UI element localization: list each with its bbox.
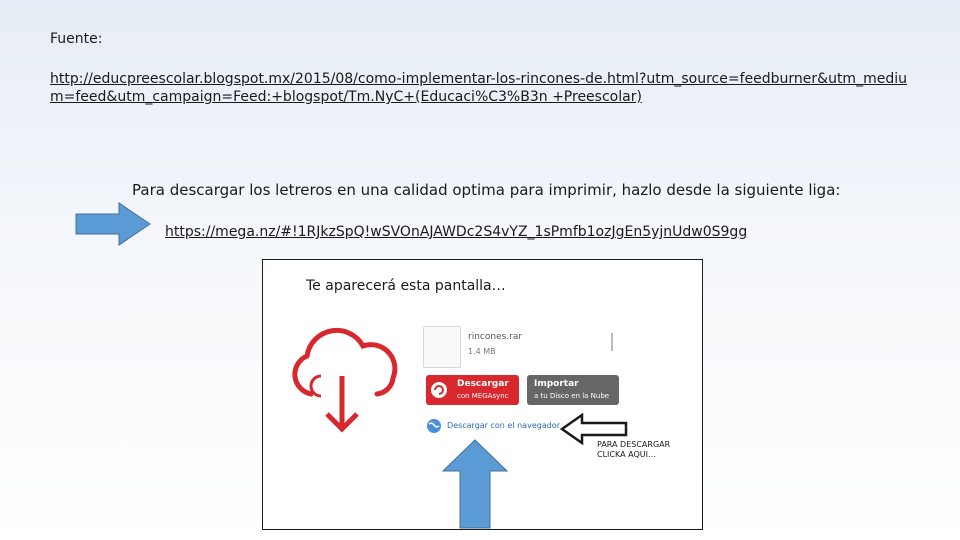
zip-icon [611, 333, 613, 351]
click-note-line2: CLICKA AQUI… [597, 450, 656, 459]
import-cloud-button[interactable] [527, 375, 619, 405]
download-button-subtitle: con MEGAsync [457, 392, 509, 400]
import-button-title: Importar [534, 379, 579, 389]
download-button-title: Descargar [457, 379, 509, 389]
mega-icon [431, 382, 447, 398]
import-button-subtitle: a tu Disco en la Nube [534, 392, 610, 400]
click-note [597, 440, 677, 460]
source-label: Fuente: [50, 31, 103, 47]
screenshot-caption: Te aparecerá esta pantalla… [306, 278, 506, 294]
arrow-up-icon [442, 439, 508, 530]
download-megasync-button[interactable] [426, 375, 519, 405]
source-url-link[interactable]: http://educpreescolar.blogspot.mx/2015/08/como-implementar-los-rincones-de.html?utm_source=feedburner&utm_medium=feed&utm_campaign=Feed:+blogspot/Tm.NyC+(Educaci%C3%B3n +Preescolar) [50, 71, 907, 105]
file-size: 1.4 MB [468, 347, 496, 356]
browser-download-link[interactable]: Descargar con el navegador [447, 421, 560, 430]
file-icon [423, 326, 461, 368]
mega-screenshot [262, 259, 703, 530]
file-name: rincones.rar [468, 332, 523, 342]
cloud-download-icon [281, 316, 406, 440]
arrow-right-icon [75, 202, 151, 250]
globe-icon [426, 418, 442, 438]
mega-download-link[interactable]: https://mega.nz/#!1RJkzSpQ!wSVOnAJAWDc2S4vYZ_1sPmfb1ozJgEn5yjnUdw0S9gg [165, 224, 748, 240]
click-note-line1: PARA DESCARGAR [597, 440, 671, 449]
download-instruction: Para descargar los letreros en una calidad optima para imprimir, hazlo desde la siguiente liga: [132, 181, 841, 199]
